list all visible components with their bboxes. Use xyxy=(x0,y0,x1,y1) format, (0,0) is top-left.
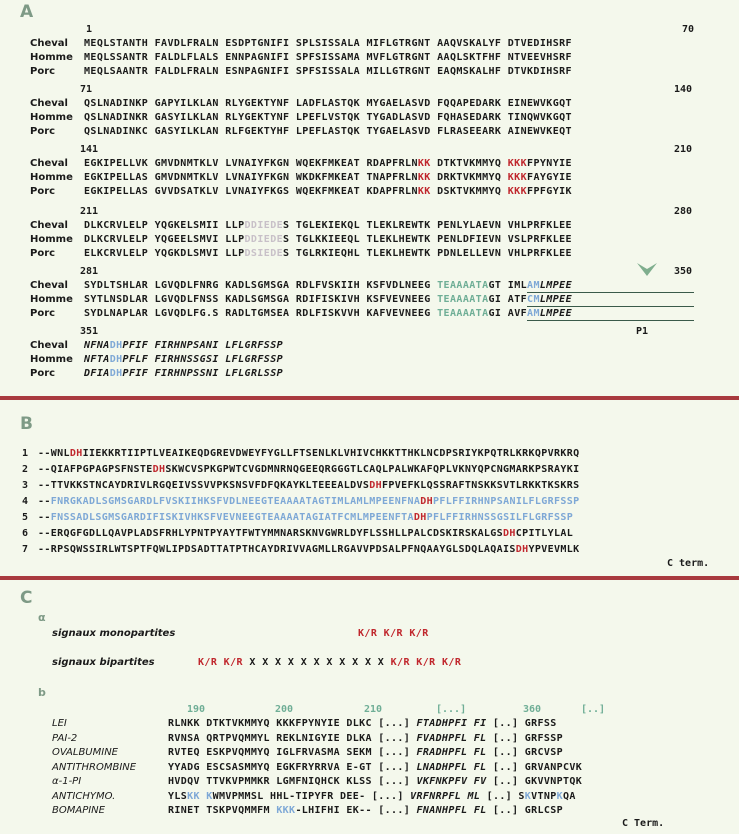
residue-segment: DDIEDE xyxy=(244,220,284,231)
sequence-row xyxy=(84,294,572,305)
residue-segment: SYDLNAPLAR LGVQDLFG.S RADLTGMSEA RDLFISKVVH KAFVEVNEEG xyxy=(84,308,438,319)
residue-segment: QSLNADINKP GAPYILKLAN RLYGEKTYNF LADFLASTQK MYGAELASVD FQQAPEDARK EINEWVKGQT xyxy=(84,98,572,109)
residue-segment: EGKIPELLVK GMVDNMTKLV LVNAIYFKGN WQEKFMKEAT RDAPFRLN xyxy=(84,158,418,169)
residue-segment: S TGLKKIEEQL TLEKLHEWTK PENLDFIEVN VSLPRFKLEE xyxy=(283,234,572,245)
species-label: Cheval xyxy=(30,98,68,109)
residue-segment: SYDLTSHLAR LGVQDLFNRG KADLSGMSGA RDLFVSKIIH KSFVDLNEEG xyxy=(84,280,438,291)
sequence-row xyxy=(84,280,572,291)
protein-sequence-row xyxy=(168,733,563,744)
residue-segment: VRFNRPFL ML xyxy=(410,790,481,802)
block-end-number: 140 xyxy=(674,84,693,95)
residue-segment: --ERQGFGDLLQAVPLADSFRHLYPNTPYAYTFWTYMMNARSKNVGWRLDYFLSSHLLPALCDSKIRSKALGS xyxy=(38,528,504,539)
residue-segment: DFIA xyxy=(84,368,110,379)
species-label: Cheval xyxy=(30,220,68,231)
species-label: Cheval xyxy=(30,280,68,291)
residue-segment: FNANHPFL FL xyxy=(416,805,487,816)
sequence-row xyxy=(38,544,580,555)
residue-segment: KK xyxy=(417,172,431,183)
residue-segment: IIEKKRTIIPTLVEAIKEQDGREVDWEYFYGLLFTSENLKLVHIVCHKKTTHKLNCDPSRIYKPQTRLKRKQPVRKRQ xyxy=(82,448,580,459)
sequence-number: 6 xyxy=(22,528,29,539)
residue-segment: FNRGKADLSGMSGARDLFVSKIIHKSFVDLNEEGTEAAAATAGTIMLAMLMPEENFNA xyxy=(50,496,421,507)
residue-segment: PFLFFIRHNPSANILFLGRFSSP xyxy=(433,496,580,507)
residue-segment: --WNL xyxy=(38,448,70,459)
sequence-row xyxy=(84,234,572,245)
rcl-underline xyxy=(527,320,694,321)
residue-segment: --QIAFPGPAGPSFNSTE xyxy=(38,464,153,475)
residue-segment: GI ATF xyxy=(488,294,528,305)
residue-segment: RVTEQ ESKPVQMMYQ IGLFRVASMA SEKM [...] xyxy=(168,747,417,758)
residue-segment: [..] GKVVNPTQK xyxy=(486,776,583,787)
sequence-row xyxy=(38,464,580,475)
residue-segment: DH xyxy=(152,464,166,475)
sequence-row xyxy=(84,38,572,49)
residue-segment: [..] GRLCSP xyxy=(486,805,564,816)
residue-segment: HVDQV TTVKVPMMKR LGMFNIQHCK KLSS [...] xyxy=(168,776,417,787)
sequence-row xyxy=(84,52,572,63)
panel-b-label: B xyxy=(20,414,33,434)
residue-segment: DH xyxy=(503,528,516,539)
residue-segment: DH xyxy=(109,354,123,365)
sequence-row xyxy=(38,512,573,523)
sequence-row xyxy=(38,496,580,507)
residue-segment: MEQLSAANTR FALDLFRALN ESNPAGNIFI SPFSISSALA MILLGTRGNT EAQMSKALHF DTVKDIHSRF xyxy=(84,66,572,77)
panel-c-label: C xyxy=(20,588,33,608)
p1-cleavage-arrow-icon xyxy=(636,262,658,278)
residue-segment: AM xyxy=(527,280,540,291)
residue-segment: KKK xyxy=(507,158,528,169)
residue-segment: DH xyxy=(420,496,433,507)
residue-segment: SYTLNSDLAR LGVQDLFNSS KADLSGMSGA RDIFISKIVH KSFVEVNEEG xyxy=(84,294,438,305)
sequence-row xyxy=(84,172,572,183)
sequence-number: 1 xyxy=(22,448,29,459)
protein-label: ANTITHROMBINE xyxy=(52,761,137,773)
rcl-underline xyxy=(527,306,694,307)
residue-segment: FPVEFKLQSSRAFTNSKKSVTLRKKTKSKRS xyxy=(382,480,580,491)
protein-label: BOMAPINE xyxy=(52,805,105,816)
sequence-row xyxy=(38,448,580,459)
residue-segment: PFLF FIRHNSSGSI LFLGRFSSP xyxy=(122,354,284,365)
residue-segment: DDIEDE xyxy=(244,234,284,245)
residue-segment: DH xyxy=(515,544,529,555)
residue-segment: MEQLSSANTR FALDLFLALS ENNPAGNIFI SPFSISSAMA MVFLGTRGNT AAQLSKTFHF NTVEEVHSRF xyxy=(84,52,572,63)
residue-segment: [..] GRVANPCVK xyxy=(486,761,583,773)
residue-segment: LMPEE xyxy=(539,280,572,291)
panel-b xyxy=(0,400,739,576)
residue-segment: ELKCRVLELP YQGKDLSMVI LLP xyxy=(84,248,245,259)
residue-segment: AM xyxy=(527,308,540,319)
residue-segment: DH xyxy=(69,448,83,459)
residue-segment: SKWCVSPKGPWTCVGDMNRNQGEEQRGGGTLCAQLPALWKAFQPLVKNYQPCNGMARKPSRAYKI xyxy=(165,464,580,475)
sequence-row xyxy=(84,98,572,109)
sequence-number: 4 xyxy=(22,496,29,507)
species-label: Homme xyxy=(30,112,73,123)
residue-segment: EGKIPELLAS GMVDNMTKLV LVNAIYFKGN WKDKFMKEAT TNAPFRLN xyxy=(84,172,418,183)
beta-label: b xyxy=(38,686,46,699)
residue-segment: LMPEE xyxy=(539,308,572,319)
block-start-number: 351 xyxy=(80,326,99,337)
protein-sequence-row xyxy=(168,747,563,758)
sequence-row xyxy=(84,112,572,123)
position-header: [..] xyxy=(581,704,606,715)
sequence-row xyxy=(38,480,580,491)
residue-segment: DH xyxy=(109,340,123,351)
residue-segment: TEAAAATA xyxy=(437,280,489,291)
protein-sequence-row xyxy=(168,776,582,787)
protein-sequence-row xyxy=(168,762,582,773)
residue-segment: FPYNYIE xyxy=(527,158,572,169)
residue-segment: DRKTVKMMYQ xyxy=(430,172,508,183)
block-end-number: 350 xyxy=(674,266,693,277)
protein-sequence-row xyxy=(168,791,576,802)
p1-label: P1 xyxy=(636,326,649,337)
species-label: Cheval xyxy=(30,38,68,49)
sequence-number: 2 xyxy=(22,464,29,475)
residue-segment: FNSSADLSGMSGARDIFISKIVHKSFVEVNEEGTEAAAATAGIATFCMLMPEENFTA xyxy=(50,512,414,523)
panel-c-cterm: C Term. xyxy=(622,818,665,829)
sequence-row xyxy=(84,308,572,319)
sequence-row xyxy=(84,354,283,365)
position-header: [...] xyxy=(436,704,467,715)
residue-segment: KK xyxy=(417,186,431,197)
species-label: Homme xyxy=(30,172,73,183)
sequence-row xyxy=(84,186,572,197)
residue-segment: KKK xyxy=(507,172,528,183)
residue-segment: LNADHPFL FL xyxy=(416,761,487,773)
sequence-row xyxy=(84,158,572,169)
residue-segment: RINET TSKPVQMMFM xyxy=(168,805,277,816)
alpha-label: α xyxy=(38,611,46,624)
residue-segment: NFNA xyxy=(84,340,110,351)
residue-segment: CPITLYLAL xyxy=(515,528,574,539)
sequence-row xyxy=(38,528,573,539)
residue-segment: DSIEDE xyxy=(244,248,284,259)
position-header: 200 xyxy=(275,704,294,715)
residue-segment: TEAAAATA xyxy=(437,308,489,319)
residue-segment: KKK xyxy=(276,805,296,816)
protein-label: α-1-PI xyxy=(52,776,82,787)
sequence-row xyxy=(84,220,572,231)
bi-signal-right: K/R K/R K/R xyxy=(390,657,462,668)
species-label: Homme xyxy=(30,354,73,365)
block-start-number: 211 xyxy=(80,206,99,217)
sequence-number: 3 xyxy=(22,480,29,491)
sequence-row xyxy=(84,66,572,77)
residue-segment: DH xyxy=(369,480,383,491)
bi-signal-spacer: X X X X X X X X X X X xyxy=(242,657,391,668)
position-header: 360 xyxy=(523,704,542,715)
residue-segment: S TGLRKIEQHL TLEKLHEWTK PDNLELLEVN VHLPRFKLEE xyxy=(283,248,572,259)
residue-segment: [..] GRCVSP xyxy=(486,747,563,758)
residue-segment: NFTA xyxy=(84,354,110,365)
sequence-number: 5 xyxy=(22,512,29,523)
species-label: Porc xyxy=(30,368,56,379)
residue-segment: [..] GRFSS xyxy=(486,718,557,729)
residue-segment: TEAAAATA xyxy=(437,294,489,305)
residue-segment: QSLNADINKR GASYILKLAN RLYGEKTYNF LPEFLVSTQK TYGADLASVD FQHASEDARK TINQWVKGQT xyxy=(84,112,572,123)
residue-segment: --RPSQWSSIRLWTSPTFQWLIPDSADTTATPTHCAYDRIVVAGMLLRGAVVPDSALPFNQAAYGLSDQLAQAIS xyxy=(38,544,516,555)
rcl-underline xyxy=(527,292,694,293)
protein-sequence-row xyxy=(168,805,563,816)
residue-segment: KK xyxy=(187,790,200,802)
residue-segment: KK xyxy=(417,158,431,169)
panel-a xyxy=(0,0,739,396)
species-label: Homme xyxy=(30,234,73,245)
residue-segment: EGKIPELLAS GVVDSATKLV LVNAIYFKGS WQEKFMKEAT KDAPFRLN xyxy=(84,186,418,197)
residue-segment: LMPEE xyxy=(539,294,572,305)
residue-segment: [..] GRFSSP xyxy=(486,732,563,744)
residue-segment: PFIF FIRHNPSSNI LFLGRLSSP xyxy=(122,368,284,379)
residue-segment: YPVEVMLK xyxy=(528,544,580,555)
residue-segment: CM xyxy=(527,294,540,305)
species-label: Homme xyxy=(30,294,73,305)
species-label: Cheval xyxy=(30,340,68,351)
residue-segment: FVADHPFL FL xyxy=(416,732,487,744)
residue-segment: -- xyxy=(38,512,51,523)
residue-segment: PFLFFIRHNSSGSILFLGRFSSP xyxy=(426,512,574,523)
block-start-number: 71 xyxy=(80,84,93,95)
species-label: Cheval xyxy=(30,158,68,169)
sequence-number: 7 xyxy=(22,544,29,555)
block-end-number: 280 xyxy=(674,206,693,217)
residue-segment: MEQLSTANTH FAVDLFRALN ESDPTGNIFI SPLSISSALA MIFLGTRGNT AAQVSKALYF DTVEDIHSRF xyxy=(84,38,572,49)
sequence-row xyxy=(84,368,283,379)
residue-segment: DLKCRVLELP YQGEELSMVI LLP xyxy=(84,234,245,245)
residue-segment: FTADHPFI FI xyxy=(416,718,487,729)
residue-segment: K xyxy=(524,790,532,802)
residue-segment: [..] S xyxy=(480,790,525,802)
panel-b-cterm: C term. xyxy=(667,558,710,569)
residue-segment: VKFNKPFV FV xyxy=(416,776,487,787)
position-header: 190 xyxy=(187,704,206,715)
residue-segment: GT IML xyxy=(488,280,528,291)
sequence-row xyxy=(84,126,572,137)
block-start-number: 1 xyxy=(86,24,93,35)
residue-segment: DTKTVKMMYQ xyxy=(430,158,508,169)
panel-a-label: A xyxy=(20,2,34,22)
species-label: Porc xyxy=(30,186,56,197)
bi-signal-left: K/R K/R xyxy=(198,657,243,668)
residue-segment: WMVPMMSL HHL-TIPYFR DEE- [...] xyxy=(212,790,411,802)
residue-segment: YYADG ESCSASMMYQ EGKFRYRRVA E-GT [...] xyxy=(168,761,417,773)
residue-segment: -- xyxy=(38,496,51,507)
residue-segment: --TTVKKSTNCAYDRIVLRGQEIVSSVVPKSNSVFDFQKAYKLTEEEALDVS xyxy=(38,480,370,491)
residue-segment: -LHIFHI EK-- [...] xyxy=(295,805,417,816)
species-label: Porc xyxy=(30,126,56,137)
residue-segment: PFIF FIRHNPSANI LFLGRFSSP xyxy=(122,340,284,351)
block-start-number: 141 xyxy=(80,144,99,155)
sequence-row xyxy=(84,248,572,259)
protein-label: LEI xyxy=(52,718,67,729)
species-label: Homme xyxy=(30,52,73,63)
residue-segment: S TGLEKIEKQL TLEKLREWTK PENLYLAEVN VHLPRFKLEE xyxy=(283,220,572,231)
protein-label: PAI-2 xyxy=(52,732,78,744)
protein-label: ANTICHYMO. xyxy=(52,790,116,802)
bi-signal-label: signaux bipartites xyxy=(52,657,155,668)
residue-segment: FAYGYIE xyxy=(527,172,572,183)
residue-segment: RLNKK DTKTVKMMYQ KKKFPYNYIE DLKC [...] xyxy=(168,718,417,729)
protein-label: OVALBUMINE xyxy=(52,747,119,758)
residue-segment: QA xyxy=(563,790,576,802)
residue-segment: QSLNADINKC GASYILKLAN RLFGEKTYHF LPEFLASTQK TYGAELASVD FLRASEEARK AINEWVKEQT xyxy=(84,126,572,137)
block-end-number: 70 xyxy=(682,24,695,35)
residue-segment: DH xyxy=(109,368,123,379)
residue-segment: VTNP xyxy=(531,790,557,802)
species-label: Porc xyxy=(30,66,56,77)
residue-segment: K xyxy=(556,790,564,802)
panel-c xyxy=(0,580,739,834)
residue-segment: FPFGYIK xyxy=(527,186,572,197)
residue-segment: DLKCRVLELP YQGKELSMII LLP xyxy=(84,220,245,231)
block-start-number: 281 xyxy=(80,266,99,277)
residue-segment: YLS xyxy=(168,790,188,802)
position-header: 210 xyxy=(364,704,383,715)
residue-segment: GI AVF xyxy=(488,308,528,319)
residue-segment: KKK xyxy=(507,186,528,197)
bi-signal-sequence xyxy=(198,657,461,668)
residue-segment: DH xyxy=(413,512,427,523)
block-end-number: 210 xyxy=(674,144,693,155)
residue-segment: RVNSA QRTPVQMMYL REKLNIGYIE DLKA [...] xyxy=(168,732,417,744)
residue-segment: K xyxy=(206,790,213,802)
species-label: Porc xyxy=(30,308,56,319)
residue-segment: FRADHPFL FL xyxy=(416,747,487,758)
residue-segment: DSKTVKMMYQ xyxy=(430,186,508,197)
protein-sequence-row xyxy=(168,718,557,729)
mono-signal-label: signaux monopartites xyxy=(52,628,176,639)
mono-signal-sequence: K/R K/R K/R xyxy=(358,628,429,639)
species-label: Porc xyxy=(30,248,56,259)
sequence-row xyxy=(84,340,283,351)
